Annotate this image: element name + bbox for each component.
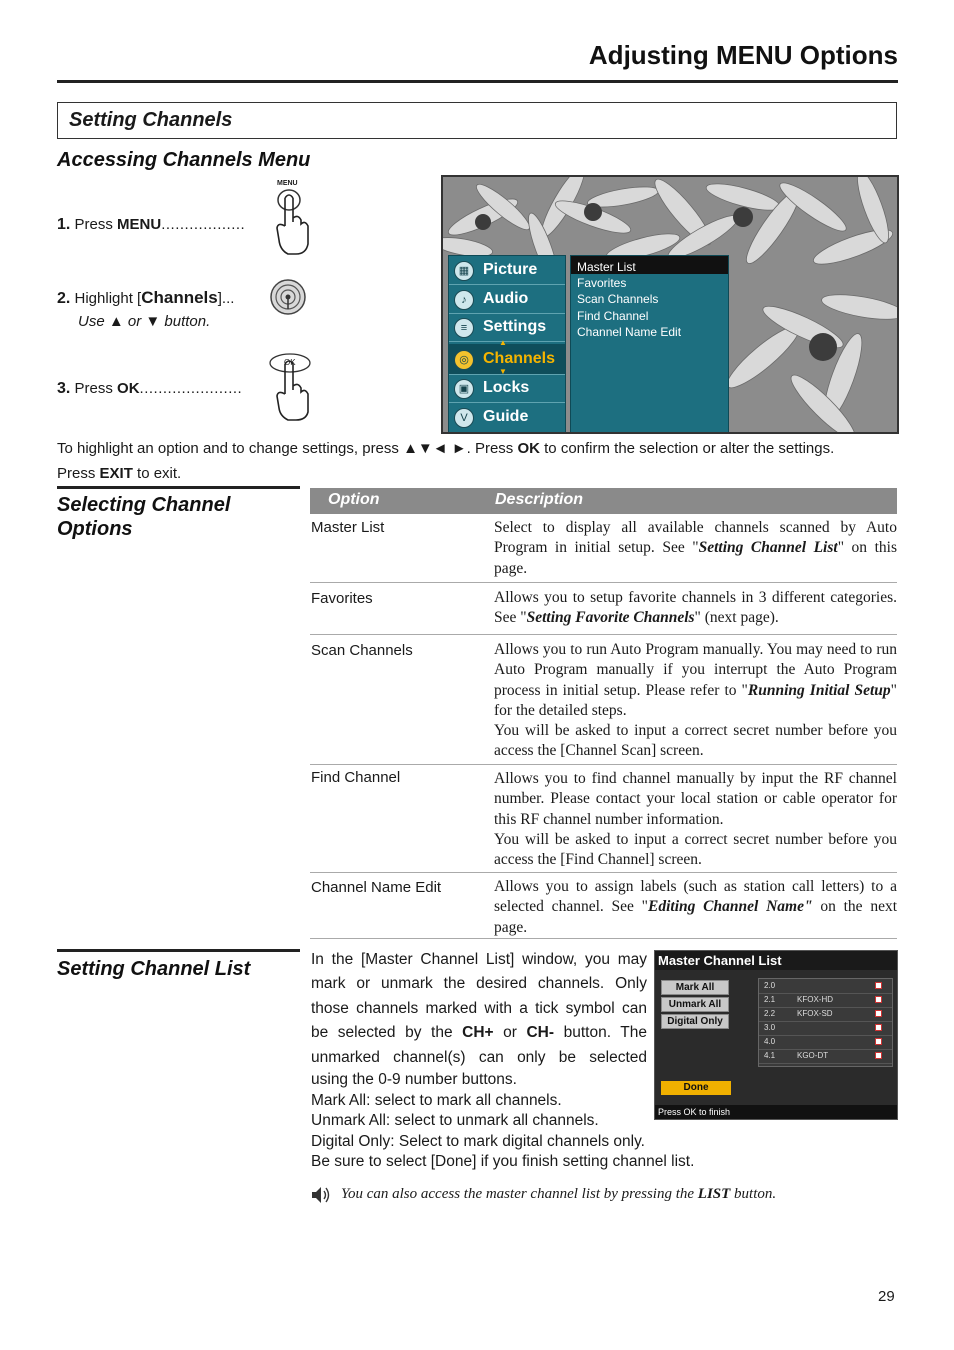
- note-part: button.: [730, 1186, 777, 1202]
- channels-antenna-icon: [269, 278, 307, 316]
- unmark-all-button[interactable]: Unmark All: [661, 997, 729, 1012]
- section-title: Setting Channels: [69, 109, 233, 131]
- channel-number: 3.0: [764, 1023, 776, 1032]
- checkbox-icon[interactable]: [875, 1038, 882, 1045]
- mark-all-button[interactable]: Mark All: [661, 980, 729, 995]
- para-line: Unmark All: select to unmark all channels.: [311, 1112, 599, 1129]
- step-2-hint: [78, 313, 210, 330]
- step-3: [57, 380, 242, 398]
- master-channel-list-window: [654, 950, 898, 1120]
- instr-key-ok: OK: [517, 440, 540, 457]
- picture-icon: ▦: [454, 261, 474, 281]
- tv-menu-item-picture[interactable]: [449, 256, 565, 285]
- note-key: LIST: [697, 1186, 731, 1202]
- para-text: be selected by the: [311, 1024, 463, 1042]
- instr-text: to exit.: [132, 465, 182, 482]
- menu-key-label: MENU: [277, 180, 298, 187]
- options-table-header: [310, 488, 897, 514]
- para-line: unmarked channel(s) can only be selected: [311, 1048, 647, 1066]
- instructions-line-1: [57, 437, 902, 461]
- instructions-line-2: [57, 462, 181, 486]
- option-description: [494, 518, 897, 579]
- checkbox-icon[interactable]: [875, 1010, 882, 1017]
- ok-key-label: OK: [284, 358, 296, 367]
- ok-press-icon: [268, 352, 316, 422]
- section-banner: [57, 102, 897, 139]
- step-3-key: OK: [117, 380, 140, 397]
- channel-list-paragraph: [311, 948, 647, 1070]
- channel-number: 4.1: [764, 1051, 776, 1060]
- tv-menu-label: Locks: [483, 379, 530, 396]
- channel-name: KFOX-HD: [797, 995, 833, 1004]
- para-line: Be sure to select [Done] if you finish setting channel list.: [311, 1153, 695, 1170]
- step-3-text: Press: [74, 380, 118, 397]
- hint-pre: Use: [78, 313, 109, 330]
- instr-text: Press: [57, 465, 100, 482]
- para-line: those channels marked with a tick symbol can: [311, 999, 647, 1017]
- submenu-item-scan-channels[interactable]: Scan Channels: [577, 292, 659, 306]
- antenna-icon: ◎: [454, 350, 474, 370]
- option-description: [494, 640, 897, 762]
- step-2-number: 2.: [57, 290, 71, 307]
- desc-text: Allows you to find channel manually by input the RF channel number. Please contact your local station or cable operator for this RF channel number information.: [494, 770, 897, 828]
- title-rule: [57, 80, 898, 83]
- desc-text: on the next page.: [494, 898, 897, 936]
- channel-row[interactable]: [759, 1007, 892, 1022]
- option-description: [494, 877, 897, 938]
- submenu-item-channel-name-edit[interactable]: Channel Name Edit: [577, 325, 682, 339]
- para-line: [311, 1021, 647, 1045]
- step-3-dots: ......................: [139, 380, 243, 397]
- channel-list-rule: [57, 949, 300, 952]
- row-divider: [310, 872, 897, 873]
- option-name: Favorites: [311, 590, 373, 607]
- para-line: Mark All: select to mark all channels.: [311, 1091, 562, 1109]
- tv-menu-item-audio[interactable]: [449, 285, 565, 314]
- option-description: [494, 769, 897, 870]
- note-part: You can also access the master channel list by pressing the: [341, 1186, 698, 1202]
- tv-menu-item-channels[interactable]: [449, 338, 565, 376]
- down-arrow-icon: ▼: [145, 313, 161, 330]
- para-text: button. The: [554, 1024, 647, 1042]
- desc-text: " for the detailed steps.: [494, 681, 897, 719]
- step-1-dots: ..................: [161, 216, 246, 233]
- step-2-key: Channels: [141, 288, 218, 307]
- tv-menu-label: Settings: [483, 318, 547, 335]
- desc-ref: Running Initial Setup: [747, 681, 891, 699]
- tv-menu-label: Picture: [483, 261, 538, 278]
- desc-ref: Editing Channel Name": [648, 898, 813, 916]
- option-name: Channel Name Edit: [311, 879, 442, 896]
- digital-only-button[interactable]: Digital Only: [661, 1014, 729, 1029]
- note-text: [341, 1186, 776, 1203]
- channel-row[interactable]: [759, 1049, 892, 1064]
- key-ch-minus: CH-: [526, 1024, 555, 1042]
- window-title: Master Channel List: [655, 951, 897, 970]
- col-option: Option: [328, 491, 380, 508]
- menu-press-icon: [270, 180, 318, 256]
- checkbox-icon[interactable]: [875, 996, 882, 1003]
- submenu-item-master-list[interactable]: Master List: [577, 260, 636, 274]
- step-2-post: ]...: [217, 290, 235, 307]
- para-line: mark or unmark the desired channels. Only: [311, 975, 647, 993]
- audio-icon: ♪: [454, 290, 474, 310]
- channel-row[interactable]: [759, 979, 892, 994]
- channel-list-notes: [311, 1070, 694, 1173]
- step-2-text: Highlight [: [74, 290, 142, 307]
- tv-main-menu: [448, 255, 566, 433]
- tv-menu-item-guide[interactable]: [449, 403, 565, 431]
- checkbox-icon[interactable]: [875, 982, 882, 989]
- lock-icon: ▣: [454, 379, 474, 399]
- step-2: [57, 288, 234, 308]
- desc-text: " (next page).: [694, 609, 779, 627]
- tv-menu-label: Guide: [483, 408, 529, 425]
- step-1-number: 1.: [57, 216, 71, 233]
- instr-text: To highlight an option and to change settings, press ▲▼◄ ►. Press: [57, 440, 518, 457]
- channel-list-heading: Setting Channel List: [57, 958, 251, 980]
- tv-menu-item-locks[interactable]: [449, 374, 565, 403]
- row-divider: [310, 938, 897, 939]
- channel-number: 2.0: [764, 981, 776, 990]
- page-number: 29: [878, 1288, 895, 1305]
- up-arrow-icon: ▲: [108, 313, 124, 330]
- down-caret-icon: ▼: [499, 367, 507, 376]
- option-name: Master List: [311, 519, 385, 536]
- desc-text: You will be asked to input a correct secret number before you access the [Channel Scan] screen.: [494, 722, 897, 760]
- instr-key-exit: EXIT: [99, 465, 133, 482]
- desc-text: You will be asked to input a correct secret number before you access the [Find Channel] screen.: [494, 830, 897, 869]
- key-ch-plus: CH+: [462, 1024, 494, 1042]
- step-1: [57, 216, 245, 234]
- selecting-heading-2: Options: [57, 518, 133, 540]
- hint-mid: or: [123, 313, 146, 330]
- tv-channels-submenu: [570, 255, 729, 433]
- instr-text: to confirm the selection or alter the settings.: [539, 440, 835, 457]
- step-1-key: MENU: [117, 216, 162, 233]
- step-3-number: 3.: [57, 380, 71, 397]
- submenu-item-favorites[interactable]: Favorites: [577, 276, 627, 290]
- guide-icon: V: [454, 408, 474, 428]
- channel-number: 2.2: [764, 1009, 776, 1018]
- channel-name: KGO-DT: [797, 1051, 829, 1060]
- channel-number: 4.0: [764, 1037, 776, 1046]
- checkbox-icon[interactable]: [875, 1052, 882, 1059]
- accessing-heading: Accessing Channels Menu: [57, 149, 311, 171]
- desc-ref: Setting Channel List: [698, 539, 838, 557]
- speaker-note-icon: [310, 1185, 332, 1205]
- desc-text: Allows you to run Auto Program manually. You may need to run Auto Program manually if you interrupt the Auto Program process in initial setup. Please refer to ": [494, 641, 897, 699]
- row-divider: [310, 634, 897, 635]
- tv-menu-screenshot: [441, 175, 899, 434]
- para-line: Digital Only: Select to mark digital channels only.: [311, 1132, 645, 1150]
- desc-text: Allows you to assign labels (such as station call letters) to a selected channel. See ": [494, 878, 897, 916]
- selecting-rule: [57, 486, 300, 489]
- row-divider: [310, 764, 897, 765]
- hand-press-icon: [270, 188, 318, 258]
- channel-list: [758, 978, 893, 1067]
- para-line: In the [Master Channel List] window, you may: [311, 951, 647, 968]
- tv-menu-label: Audio: [483, 290, 529, 307]
- up-caret-icon: ▲: [499, 338, 507, 347]
- row-divider: [310, 582, 897, 583]
- desc-text: " on this page.: [494, 539, 897, 577]
- para-text: or: [493, 1024, 527, 1042]
- tv-menu-label: Channels: [483, 350, 556, 367]
- desc-text: Allows you to setup favorite channels in 3 different categories. See ": [494, 589, 897, 627]
- channel-name: KFOX-SD: [797, 1009, 833, 1018]
- checkbox-icon[interactable]: [875, 1024, 882, 1031]
- settings-icon: ≡: [454, 318, 474, 338]
- option-name: Find Channel: [311, 769, 401, 786]
- done-button[interactable]: Done: [661, 1081, 731, 1095]
- hint-post: button.: [160, 313, 211, 330]
- selecting-heading-1: Selecting Channel: [57, 494, 231, 516]
- page-title: Adjusting MENU Options: [588, 40, 898, 70]
- desc-text: Select to display all available channels scanned by Auto Program in initial setup. See ": [494, 519, 897, 557]
- channel-row[interactable]: [759, 1021, 892, 1036]
- option-description: [494, 588, 897, 629]
- option-name: Scan Channels: [311, 642, 413, 659]
- channel-row[interactable]: [759, 1035, 892, 1050]
- channel-number: 2.1: [764, 995, 776, 1004]
- col-description: Description: [495, 491, 584, 508]
- step-1-text: Press: [74, 216, 118, 233]
- tv-menu-item-settings[interactable]: [449, 313, 565, 342]
- para-line: using the 0-9 number buttons.: [311, 1071, 517, 1088]
- channel-row[interactable]: [759, 993, 892, 1008]
- submenu-item-find-channel[interactable]: Find Channel: [577, 309, 649, 323]
- window-footer: Press OK to finish: [655, 1105, 897, 1119]
- desc-ref: Setting Favorite Channels: [526, 609, 695, 627]
